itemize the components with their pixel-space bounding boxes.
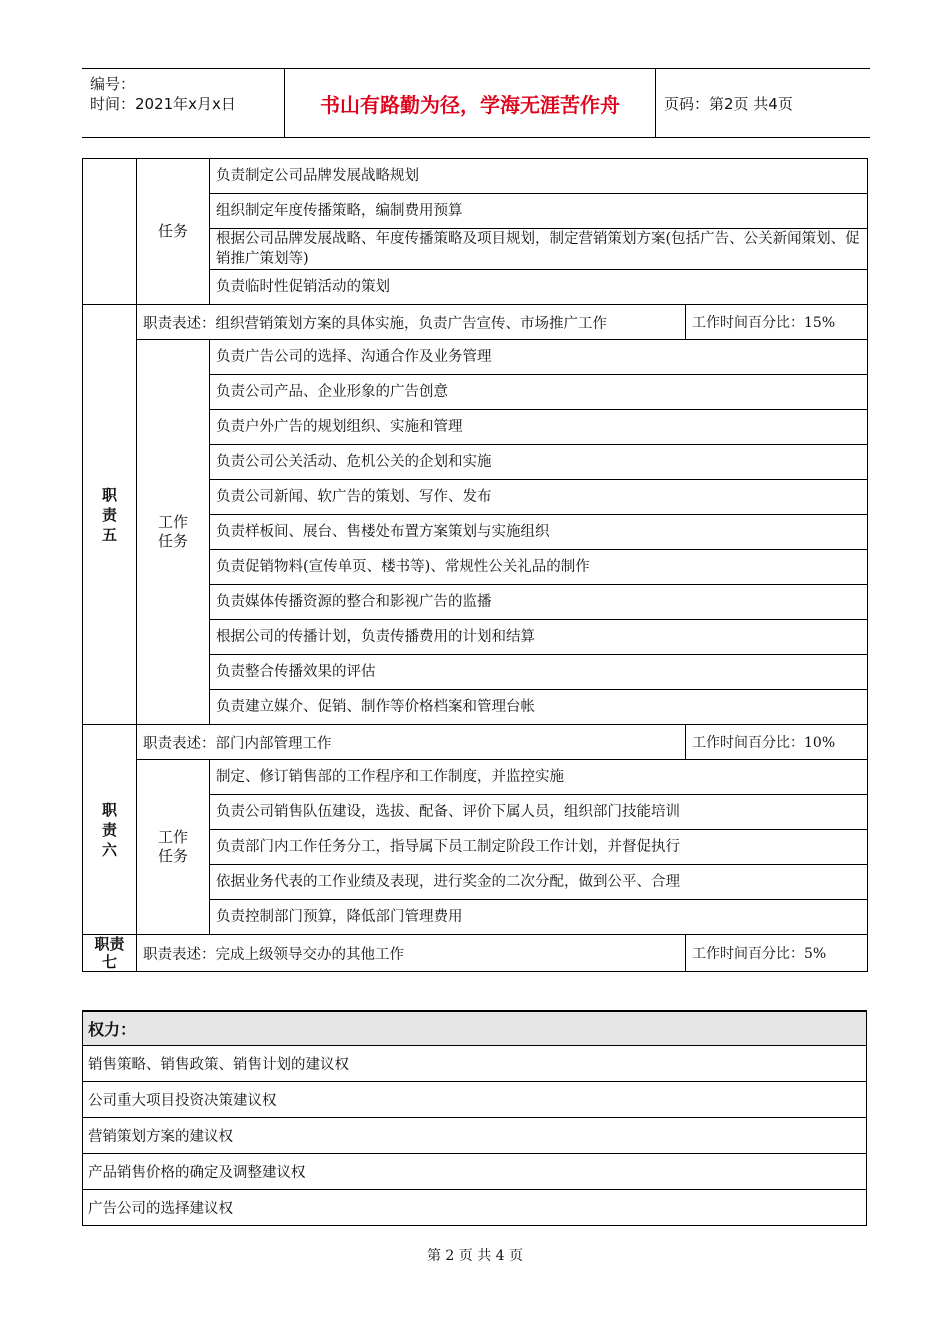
task-item: 负责样板间、展台、售楼处布置方案策划与实施组织 — [210, 515, 868, 550]
task-item: 负责临时性促销活动的策划 — [210, 270, 868, 305]
power-item: 营销策划方案的建议权 — [83, 1117, 867, 1153]
duty6-label: 职 责 六 — [83, 725, 137, 935]
number-label: 编号： — [90, 75, 136, 93]
task-item: 负责整合传播效果的评估 — [210, 655, 868, 690]
power-table — [82, 1010, 867, 1226]
task-item: 组织制定年度传播策略，编制费用预算 — [210, 194, 868, 229]
table-row — [83, 1153, 867, 1189]
task-item: 负责控制部门预算，降低部门管理费用 — [210, 900, 868, 935]
task-item: 负责广告公司的选择、沟通合作及业务管理 — [210, 340, 868, 375]
task-item: 根据公司的传播计划，负责传播费用的计划和结算 — [210, 620, 868, 655]
header-page-code: 页码：第2页 共4页 — [664, 94, 793, 113]
table-row — [83, 1011, 867, 1045]
header-meta — [82, 69, 284, 137]
task-item: 负责公司产品、企业形象的广告创意 — [210, 375, 868, 410]
task-item: 负责制定公司品牌发展战略规划 — [210, 159, 868, 194]
table-row — [83, 1117, 867, 1153]
task-item: 根据公司品牌发展战略、年度传播策略及项目规划，制定营销策划方案(包括广告、公关新闻策划、促销推广策划等) — [210, 229, 868, 270]
power-item: 广告公司的选择建议权 — [83, 1189, 867, 1225]
duty4-task-label: 任务 — [137, 159, 210, 305]
task-item: 负责户外广告的规划组织、实施和管理 — [210, 410, 868, 445]
time-label: 时间：2021年x月x日 — [90, 95, 236, 113]
page-footer: 第 2 页 共 4 页 — [426, 1248, 524, 1264]
duty-table — [82, 158, 868, 972]
task-item: 负责建立媒介、促销、制作等价格档案和管理台帐 — [210, 690, 868, 725]
table-row — [83, 760, 868, 795]
table-row — [83, 725, 868, 760]
table-row — [83, 935, 868, 972]
task-item: 负责公司新闻、软广告的策划、写作、发布 — [210, 480, 868, 515]
power-heading: 权力： — [83, 1011, 867, 1045]
power-item: 公司重大项目投资决策建议权 — [83, 1081, 867, 1117]
power-item: 销售策略、销售政策、销售计划的建议权 — [83, 1045, 867, 1081]
table-row — [83, 1081, 867, 1117]
task-item: 制定、修订销售部的工作程序和工作制度，并监控实施 — [210, 760, 868, 795]
page-header — [82, 68, 870, 138]
table-row — [83, 1189, 867, 1225]
duty6-task-label: 工作 任务 — [137, 760, 210, 935]
header-motto: 书山有路勤为径，学海无涯苦作舟 — [284, 69, 656, 137]
task-item: 负责部门内工作任务分工，指导属下员工制定阶段工作计划，并督促执行 — [210, 830, 868, 865]
duty7-label: 职责 七 — [83, 935, 137, 972]
duty5-label: 职 责 五 — [83, 305, 137, 725]
table-row — [83, 340, 868, 375]
power-item: 产品销售价格的确定及调整建议权 — [83, 1153, 867, 1189]
duty6-percent: 工作时间百分比：10% — [686, 725, 868, 760]
duty5-description: 职责表述：组织营销策划方案的具体实施，负责广告宣传、市场推广工作 — [137, 305, 686, 340]
table-row — [83, 1045, 867, 1081]
task-item: 负责媒体传播资源的整合和影视广告的监播 — [210, 585, 868, 620]
table-row — [83, 159, 868, 194]
duty7-percent: 工作时间百分比：5% — [686, 935, 868, 972]
duty5-percent: 工作时间百分比：15% — [686, 305, 868, 340]
task-item: 负责公司公关活动、危机公关的企划和实施 — [210, 445, 868, 480]
task-item: 依据业务代表的工作业绩及表现，进行奖金的二次分配，做到公平、合理 — [210, 865, 868, 900]
task-item: 负责促销物料(宣传单页、楼书等)、常规性公关礼品的制作 — [210, 550, 868, 585]
duty5-task-label: 工作 任务 — [137, 340, 210, 725]
duty4-label-cell — [83, 159, 137, 305]
task-item: 负责公司销售队伍建设，选拔、配备、评价下属人员，组织部门技能培训 — [210, 795, 868, 830]
duty6-description: 职责表述：部门内部管理工作 — [137, 725, 686, 760]
table-row — [83, 305, 868, 340]
duty7-description: 职责表述：完成上级领导交办的其他工作 — [137, 935, 686, 972]
